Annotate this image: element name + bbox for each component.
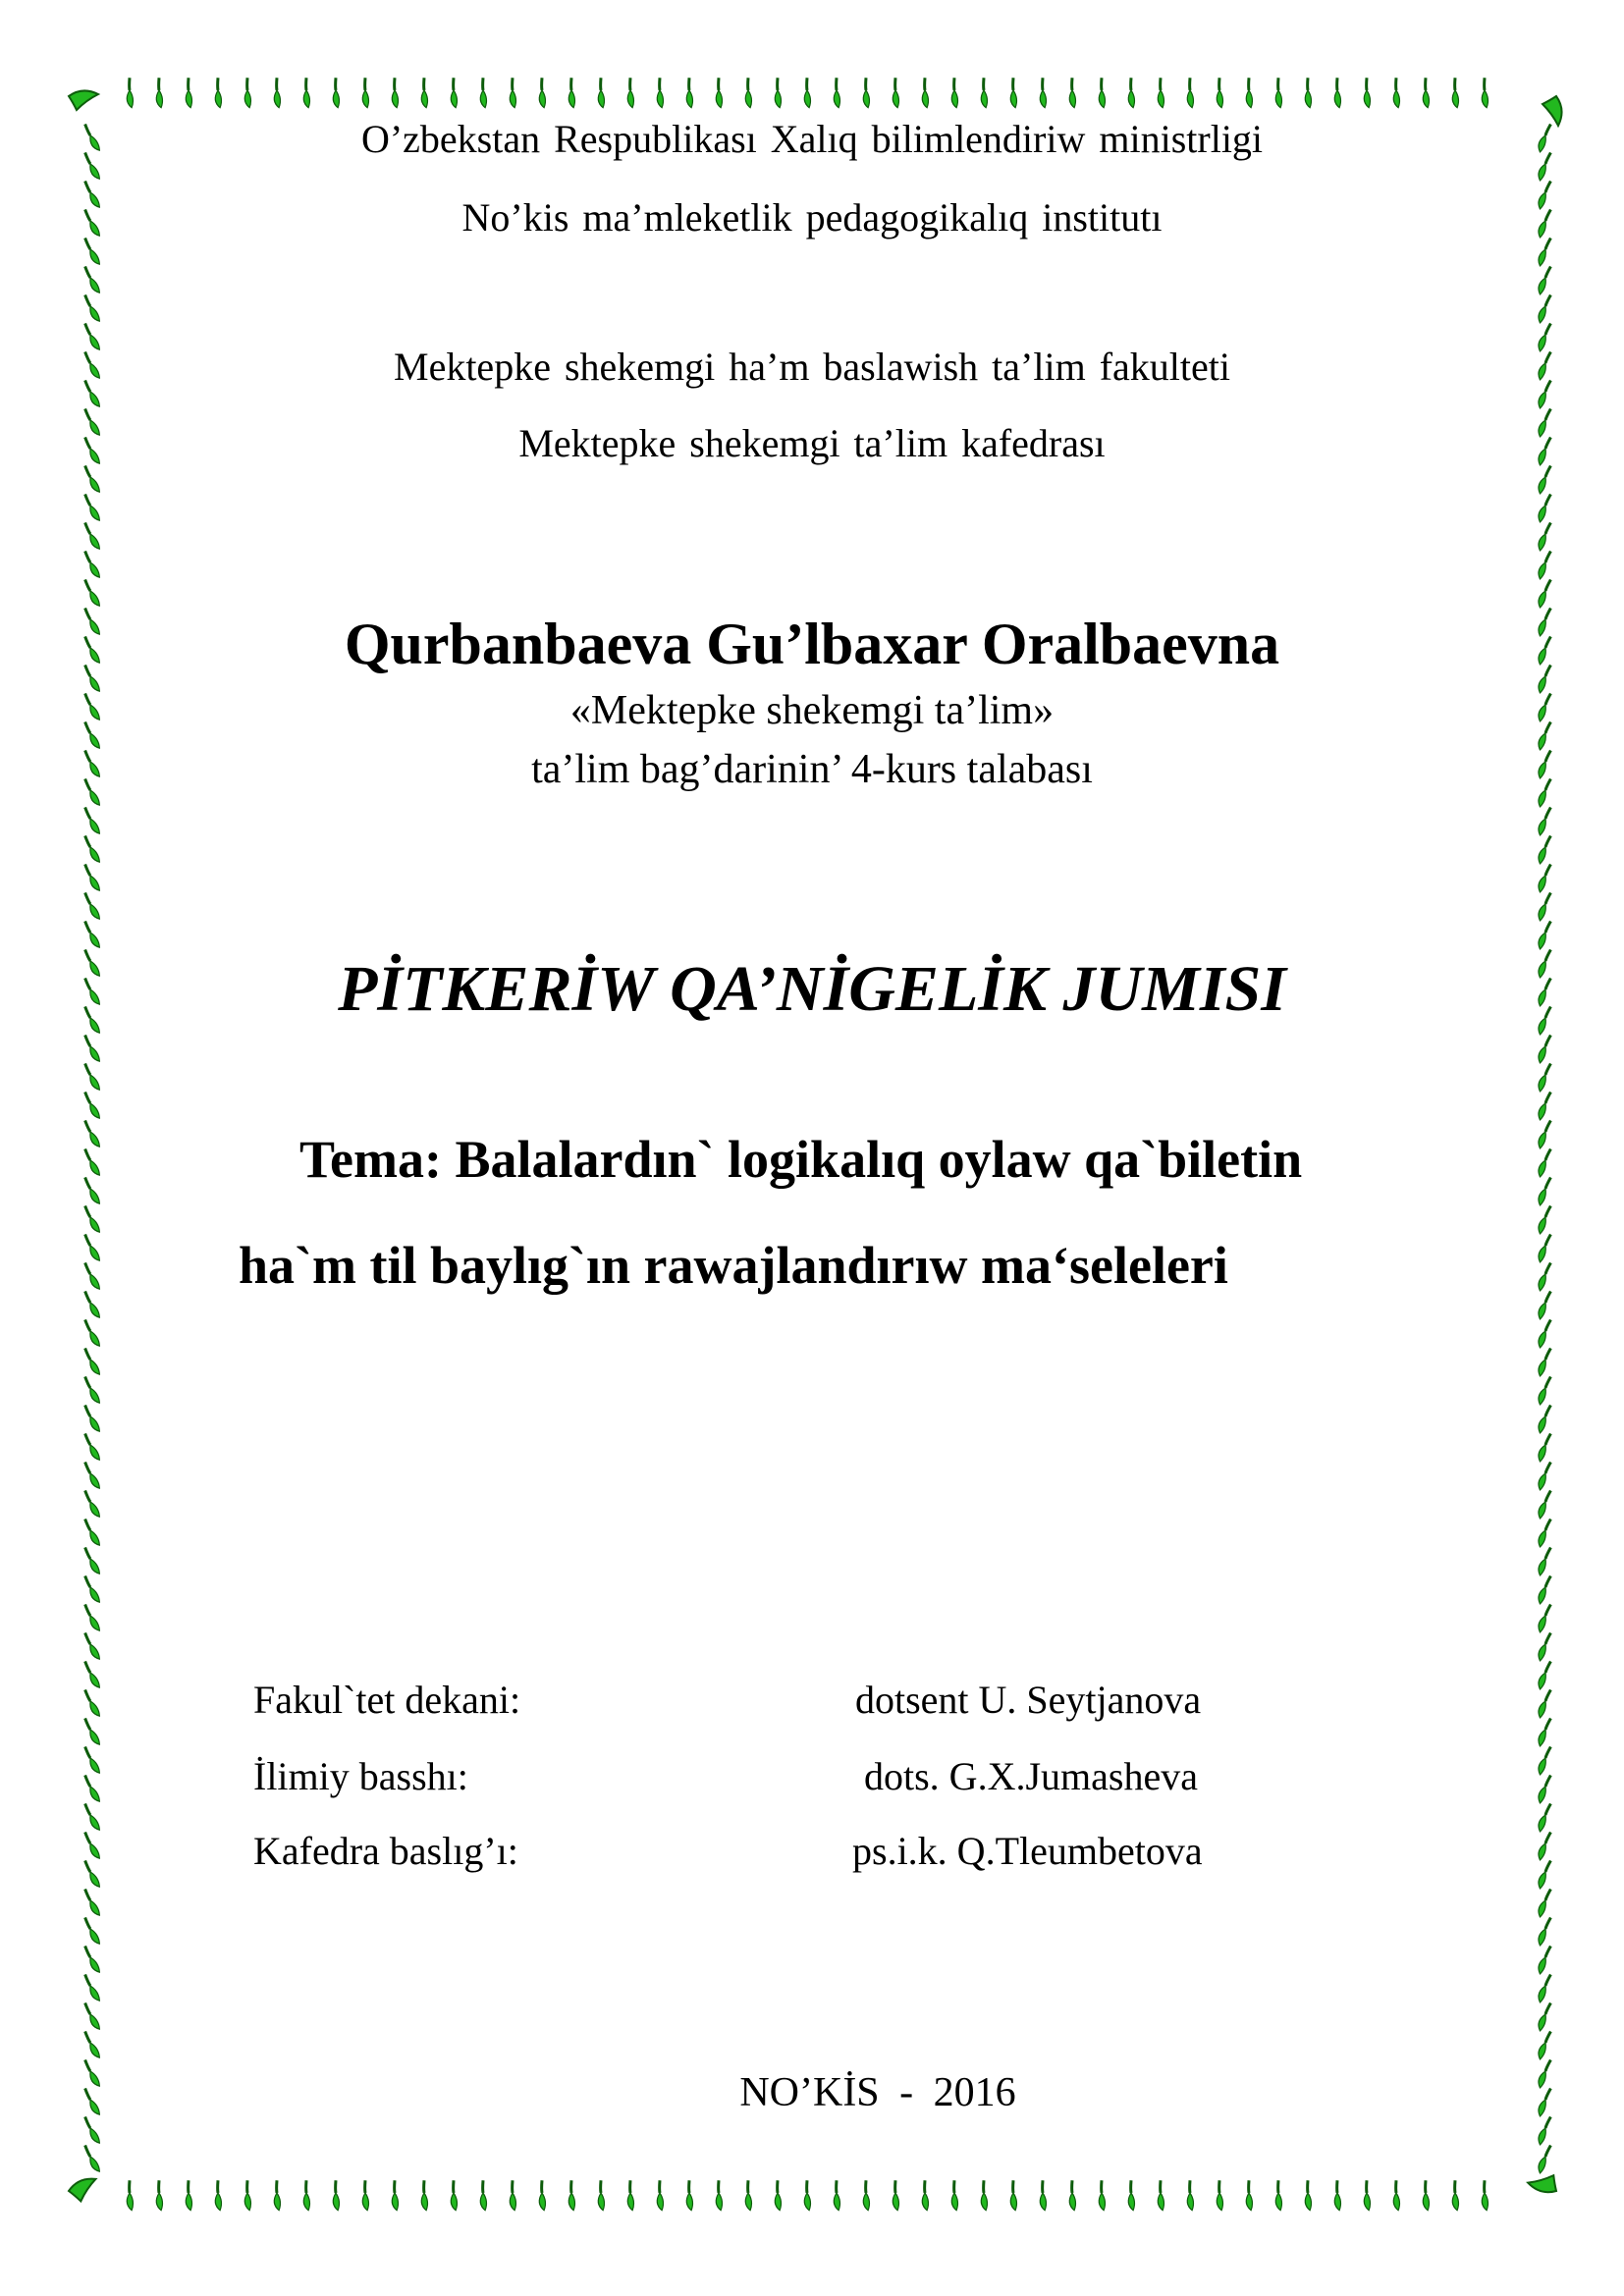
leaf-ornament (79, 551, 106, 577)
leaf-ornament (79, 1689, 106, 1716)
leaf-ornament (1533, 1376, 1559, 1404)
leaf-ornament (676, 78, 705, 107)
author-name: Qurbanbaeva Gu’lbaxar Oralbaevna (344, 612, 1280, 676)
leaf-ornament (79, 1120, 106, 1147)
faculty-line: Mektepke shekemgi ha’m baslawish ta’lim fakulteti (394, 345, 1230, 389)
leaf-ornament (1533, 1575, 1559, 1603)
leaf-ornament (793, 78, 823, 107)
leaf-ornament (1294, 2180, 1324, 2210)
leaf-ornament (1058, 78, 1088, 107)
leaf-ornament (1117, 78, 1147, 107)
department-line: Mektepke shekemgi ta’lim kafedrası (518, 421, 1106, 465)
leaf-ornament (1533, 1803, 1559, 1831)
leaf-ornament (911, 2180, 941, 2210)
leaf-ornament (646, 78, 676, 107)
leaf-ornament (79, 1490, 106, 1517)
leaf-ornament (970, 78, 1000, 107)
leaf-ornament (145, 78, 175, 107)
leaf-ornament (79, 1035, 106, 1061)
leaf-ornament (1533, 1490, 1559, 1518)
leaf-ornament (79, 1604, 106, 1630)
leaf-ornament (1029, 2180, 1058, 2210)
leaf-ornament (263, 78, 293, 107)
leaf-ornament (1533, 835, 1559, 863)
leaf-ornament (79, 1661, 106, 1687)
city-year: NO’KİS - 2016 (739, 2070, 1016, 2115)
leaf-ornament (79, 1177, 106, 1203)
leaf-ornament (79, 1974, 106, 2001)
leaf-ornament (79, 465, 106, 492)
topic-label: Tema: (299, 1130, 442, 1189)
leaf-ornament (1382, 2180, 1412, 2210)
leaf-ornament (79, 1405, 106, 1431)
leaf-ornament (1533, 2002, 1559, 2030)
leaf-ornament (1533, 1746, 1559, 1774)
leaf-ornament (1088, 78, 1117, 107)
signature-role-supervisor: İlimiy basshı: (253, 1754, 468, 1798)
leaf-ornament (1324, 78, 1353, 107)
leaf-ornament (79, 1205, 106, 1232)
leaf-ornament (1533, 1177, 1559, 1204)
leaf-ornament (1533, 921, 1559, 948)
leaf-ornament (322, 78, 352, 107)
leaf-ornament (1147, 78, 1176, 107)
leaf-ornament (79, 835, 106, 862)
leaf-ornament (79, 1917, 106, 1944)
leaf-ornament (1533, 1348, 1559, 1375)
leaf-ornament (1353, 78, 1382, 107)
leaf-ornament (79, 294, 106, 321)
leaf-ornament (1533, 1547, 1559, 1575)
leaf-ornament (79, 1433, 106, 1460)
leaf-ornament (79, 921, 106, 947)
work-title: PİTKERİW QA’NİGELİK JUMISI (338, 953, 1286, 1025)
course-line: ta’lim bag’darinin’ 4-kurs talabası (531, 747, 1093, 792)
leaf-ornament (79, 1575, 106, 1602)
leaf-ornament (1265, 78, 1294, 107)
topic-line-2: ha`m til baylıg`ın rawajlandırıw ma‘seleleri (239, 1236, 1228, 1295)
leaf-ornament (79, 2116, 106, 2143)
leaf-ornament (116, 2180, 145, 2210)
leaf-ornament (1412, 2180, 1441, 2210)
leaf-ornament (764, 2180, 793, 2210)
leaf-ornament (1533, 864, 1559, 891)
leaf-ornament (410, 2180, 440, 2210)
leaf-ornament (1533, 1604, 1559, 1631)
leaf-ornament (617, 2180, 646, 2210)
leaf-ornament (1324, 2180, 1353, 2210)
leaf-ornament (79, 1234, 106, 1260)
leaf-ornament (1533, 2145, 1559, 2172)
leaf-ornament (1471, 78, 1500, 107)
leaf-ornament (1533, 1262, 1559, 1290)
program-line: «Mektepke shekemgi ta’lim» (569, 688, 1055, 733)
leaf-ornament (676, 2180, 705, 2210)
leaf-ornament (1533, 1974, 1559, 2002)
leaf-ornament (823, 78, 852, 107)
leaf-ornament (79, 1291, 106, 1317)
leaf-ornament (587, 2180, 617, 2210)
leaf-ornament (1533, 1661, 1559, 1688)
leaf-ornament (1533, 1917, 1559, 1945)
leaf-ornament (79, 864, 106, 890)
leaf-ornament (79, 1860, 106, 1887)
leaf-ornament (79, 2002, 106, 2029)
leaf-ornament (381, 2180, 410, 2210)
leaf-ornament (1533, 1889, 1559, 1916)
leaf-ornament (440, 2180, 469, 2210)
topic-line-1 (299, 1129, 1302, 1190)
leaf-ornament (175, 78, 204, 107)
leaf-ornament (705, 78, 734, 107)
leaf-ornament (1471, 2180, 1500, 2210)
leaf-ornament (1533, 1775, 1559, 1802)
leaf-ornament (1147, 2180, 1176, 2210)
leaf-ornament (79, 579, 106, 606)
leaf-ornament (1533, 1092, 1559, 1119)
leaf-ornament (322, 2180, 352, 2210)
leaf-ornament (764, 78, 793, 107)
leaf-ornament (1533, 1148, 1559, 1176)
leaf-ornament (1533, 494, 1559, 521)
leaf-ornament (882, 2180, 911, 2210)
leaf-ornament (528, 2180, 558, 2210)
leaf-ornament (352, 78, 381, 107)
leaf-ornament (79, 522, 106, 549)
leaf-ornament (1000, 2180, 1029, 2210)
leaf-ornament (1176, 2180, 1206, 2210)
leaf-ornament (1533, 1860, 1559, 1888)
leaf-ornament (79, 1718, 106, 1744)
leaf-ornament (1235, 78, 1265, 107)
leaf-ornament (79, 1319, 106, 1346)
leaf-ornament (1533, 522, 1559, 550)
leaf-ornament (528, 78, 558, 107)
leaf-ornament (1533, 1718, 1559, 1745)
corner-swirl (1527, 2168, 1561, 2197)
leaf-ornament (1441, 2180, 1471, 2210)
leaf-ornament (1533, 2116, 1559, 2144)
leaf-ornament (823, 2180, 852, 2210)
leaf-ornament (941, 78, 970, 107)
leaf-ornament (440, 78, 469, 107)
leaf-ornament (1533, 1205, 1559, 1233)
leaf-ornament (1533, 1291, 1559, 1318)
leaf-ornament (116, 78, 145, 107)
leaf-ornament (734, 78, 764, 107)
leaf-ornament (1029, 78, 1058, 107)
leaf-ornament (352, 2180, 381, 2210)
leaf-ornament (79, 1946, 106, 1972)
leaf-ornament (499, 78, 528, 107)
topic-text-1: Balalardın` logikalıq oylaw qa`biletin (455, 1130, 1303, 1189)
leaf-ornament (705, 2180, 734, 2210)
leaf-ornament (1265, 2180, 1294, 2210)
leaf-ornament (79, 1092, 106, 1118)
leaf-ornament (882, 78, 911, 107)
leaf-ornament (1533, 892, 1559, 920)
leaf-ornament (1533, 1462, 1559, 1489)
leaf-ornament (1412, 78, 1441, 107)
leaf-ornament (79, 1376, 106, 1403)
leaf-ornament (1235, 2180, 1265, 2210)
signature-role-dean: Fakul`tet dekani: (253, 1678, 521, 1722)
leaf-ornament (1533, 1519, 1559, 1546)
leaf-ornament (204, 2180, 234, 2210)
corner-swirl (67, 2176, 101, 2205)
leaf-ornament (79, 1746, 106, 1773)
leaf-ornament (1176, 78, 1206, 107)
leaf-ornament (617, 78, 646, 107)
leaf-ornament (1533, 1234, 1559, 1261)
leaf-ornament (646, 2180, 676, 2210)
leaf-ornament (79, 1262, 106, 1289)
leaf-ornament (79, 807, 106, 833)
ministry-line: O’zbekstan Respublikası Xalıq bilimlendiriw ministrligi (360, 117, 1264, 161)
leaf-ornament (79, 1889, 106, 1915)
leaf-ornament (1533, 1632, 1559, 1660)
leaf-ornament (79, 1775, 106, 1801)
leaf-ornament (1294, 78, 1324, 107)
leaf-ornament (1441, 78, 1471, 107)
leaf-ornament (293, 2180, 322, 2210)
leaf-ornament (499, 2180, 528, 2210)
leaf-ornament (1533, 294, 1559, 322)
leaf-ornament (1117, 2180, 1147, 2210)
leaf-ornament (293, 78, 322, 107)
leaf-ornament (175, 2180, 204, 2210)
leaf-ornament (1533, 1405, 1559, 1432)
leaf-ornament (79, 2031, 106, 2057)
leaf-ornament (79, 1832, 106, 1858)
leaf-ornament (1533, 1689, 1559, 1717)
leaf-ornament (852, 78, 882, 107)
leaf-ornament (1533, 2031, 1559, 2058)
leaf-ornament (558, 2180, 587, 2210)
leaf-ornament (941, 2180, 970, 2210)
leaf-ornament (234, 2180, 263, 2210)
leaf-ornament (1382, 78, 1412, 107)
leaf-ornament (410, 78, 440, 107)
institute-line: No’kis ma’mleketlik pedagogikalıq institutı (461, 195, 1163, 240)
leaf-ornament (79, 892, 106, 919)
leaf-ornament (79, 2145, 106, 2171)
leaf-ornament (1533, 1946, 1559, 1973)
leaf-ornament (1533, 465, 1559, 493)
leaf-ornament (234, 78, 263, 107)
leaf-ornament (1533, 1319, 1559, 1347)
leaf-ornament (1533, 807, 1559, 834)
leaf-ornament (79, 1148, 106, 1175)
leaf-ornament (587, 78, 617, 107)
leaf-ornament (1058, 2180, 1088, 2210)
leaf-ornament (1088, 2180, 1117, 2210)
leaf-ornament (263, 2180, 293, 2210)
leaf-ornament (79, 1547, 106, 1574)
leaf-ornament (79, 1348, 106, 1374)
leaf-ornament (145, 2180, 175, 2210)
leaf-ornament (469, 78, 499, 107)
leaf-ornament (79, 494, 106, 520)
leaf-ornament (381, 78, 410, 107)
leaf-ornament (1000, 78, 1029, 107)
leaf-ornament (558, 78, 587, 107)
leaf-ornament (852, 2180, 882, 2210)
leaf-ornament (1533, 1035, 1559, 1062)
leaf-ornament (79, 1462, 106, 1488)
signature-person-dean: dotsent U. Seytjanova (855, 1678, 1202, 1722)
leaf-ornament (970, 2180, 1000, 2210)
leaf-ornament (79, 266, 106, 293)
leaf-ornament (1533, 1120, 1559, 1148)
leaf-ornament (734, 2180, 764, 2210)
leaf-ornament (469, 2180, 499, 2210)
leaf-ornament (204, 78, 234, 107)
signature-person-head: ps.i.k. Q.Tleumbetova (852, 1829, 1203, 1873)
leaf-ornament (793, 2180, 823, 2210)
leaf-ornament (1533, 579, 1559, 607)
leaf-ornament (1206, 2180, 1235, 2210)
leaf-ornament (79, 1519, 106, 1545)
leaf-ornament (79, 1632, 106, 1659)
leaf-ornament (1533, 266, 1559, 294)
corner-swirl (69, 90, 98, 110)
leaf-ornament (79, 1803, 106, 1830)
leaf-ornament (79, 238, 106, 264)
leaf-ornament (1353, 2180, 1382, 2210)
leaf-ornament (1206, 78, 1235, 107)
leaf-ornament (1533, 1063, 1559, 1091)
leaf-ornament (911, 78, 941, 107)
signature-person-supervisor: dots. G.X.Jumasheva (864, 1754, 1198, 1798)
signature-role-head: Kafedra baslıg’ı: (253, 1829, 518, 1873)
leaf-ornament (79, 1063, 106, 1090)
leaf-ornament (1533, 238, 1559, 265)
leaf-ornament (1533, 1433, 1559, 1461)
leaf-ornament (1533, 551, 1559, 578)
leaf-ornament (1533, 1832, 1559, 1859)
